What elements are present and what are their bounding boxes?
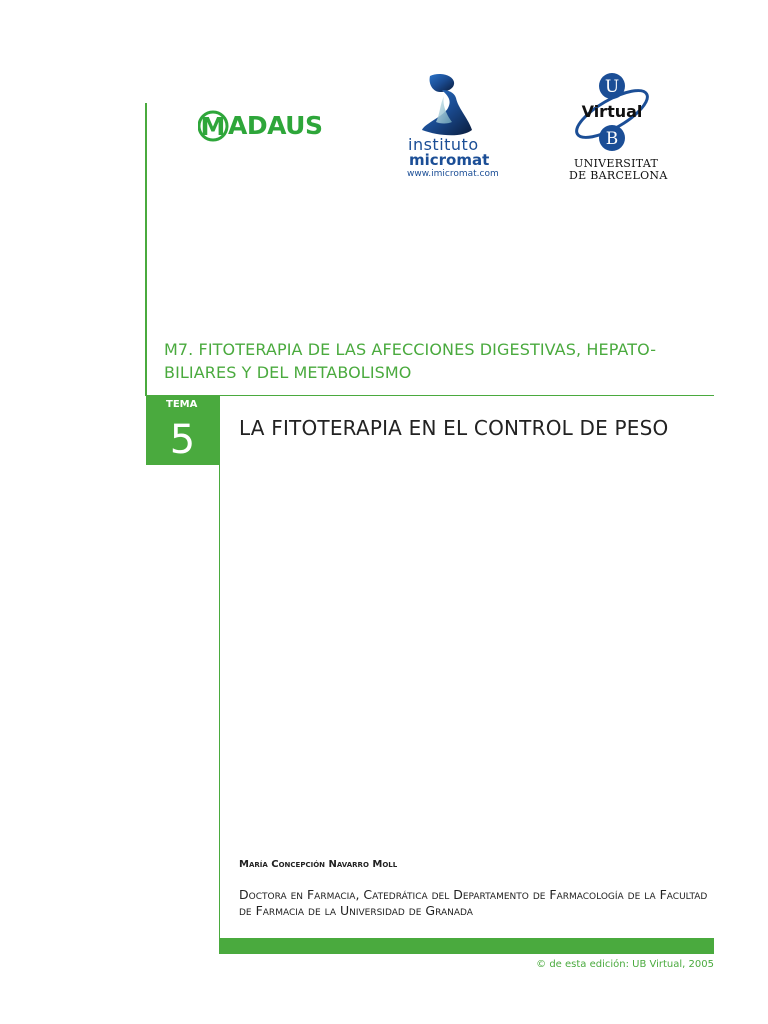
footer-bar — [220, 938, 714, 954]
author-name: María Concepción Navarro Moll — [239, 859, 398, 870]
ub-logo-u: U — [604, 77, 620, 97]
ub-logo-line2: DE BARCELONA — [569, 169, 668, 182]
tema-number: 5 — [169, 417, 196, 463]
micromat-logo-line2: micromat — [409, 151, 490, 169]
madaus-logo-letter: M — [200, 112, 226, 141]
author-description: Doctora en Farmacia, Catedrática del Departamento de Farmacología de la Facultad de Farmacia de la Universidad de Granada — [239, 887, 708, 918]
micromat-logo-line1: instituto — [408, 135, 479, 154]
ub-logo-b: B — [605, 129, 619, 149]
ub-logo-virtual: Virtual — [581, 102, 643, 121]
copyright-notice: © de esta edición: UB Virtual, 2005 — [536, 959, 714, 970]
chapter-title: LA FITOTERAPIA EN EL CONTROL DE PESO — [239, 416, 669, 440]
micromat-logo-icon — [418, 70, 474, 142]
ub-virtual-logo — [566, 70, 658, 158]
tema-label: TEMA — [166, 399, 198, 410]
ub-logo-line1: UNIVERSITAT — [574, 157, 659, 170]
tema-vertical-rule — [219, 396, 220, 954]
module-divider — [146, 395, 714, 396]
madaus-logo-text: ADAUS — [228, 111, 323, 140]
module-title: M7. FITOTERAPIA DE LAS AFECCIONES DIGESTIVAS, HEPATO-BILIARES Y DEL METABOLISMO — [164, 340, 657, 382]
micromat-url: www.imicromat.com — [407, 169, 499, 179]
left-vertical-rule — [145, 103, 147, 396]
